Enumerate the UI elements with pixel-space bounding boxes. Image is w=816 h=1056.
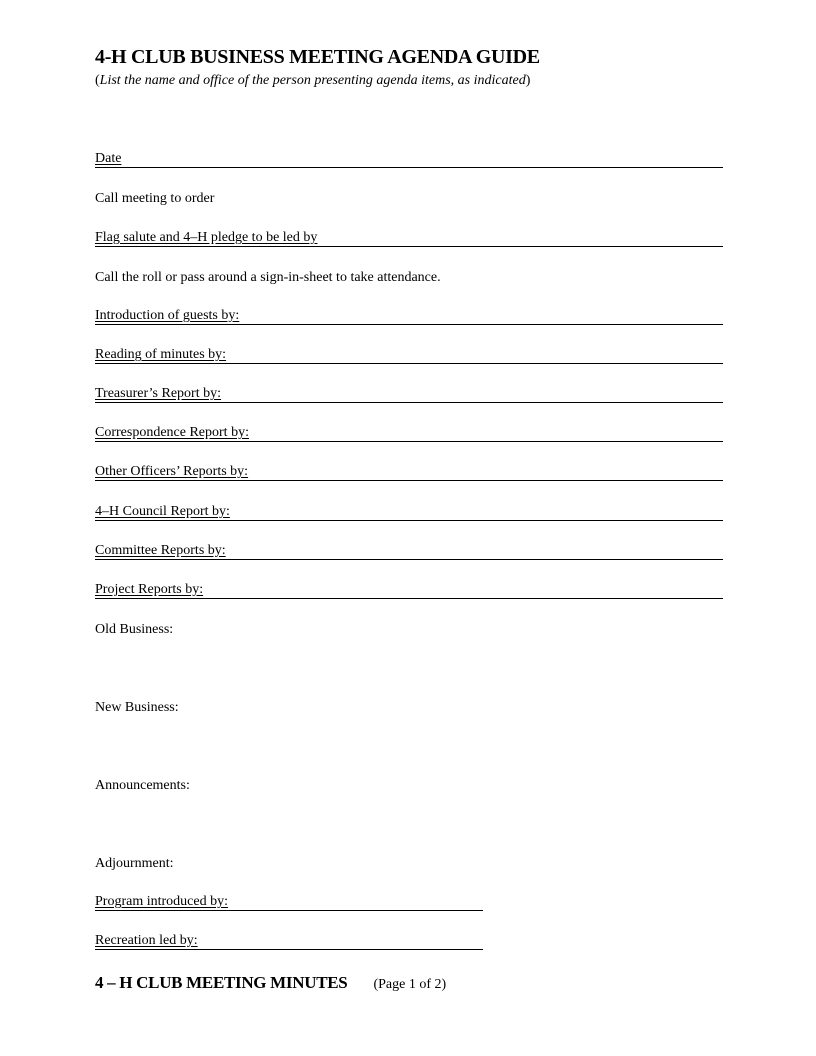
- flag-salute-field[interactable]: [95, 229, 723, 247]
- treasurer-report-label: Treasurer’s Report by:: [95, 386, 221, 401]
- page-subtitle: [95, 73, 530, 89]
- page-indicator: (Page 1 of 2): [373, 977, 447, 992]
- flag-salute-label: Flag salute and 4–H pledge to be led by: [95, 230, 318, 245]
- committee-reports-label: Committee Reports by:: [95, 543, 226, 558]
- other-officers-reports-label: Other Officers’ Reports by:: [95, 464, 249, 479]
- subtitle-open-paren: (: [95, 73, 100, 88]
- project-reports-field[interactable]: [95, 581, 723, 599]
- recreation-led-label: Recreation led by:: [95, 933, 198, 948]
- subtitle-close-paren: ): [525, 73, 531, 88]
- page-title: 4-H CLUB BUSINESS MEETING AGENDA GUIDE: [95, 46, 540, 68]
- council-report-label: 4–H Council Report by:: [95, 504, 230, 519]
- introduction-guests-label: Introduction of guests by:: [95, 308, 240, 323]
- roll-call-item: [95, 269, 441, 286]
- new-business-item: [95, 699, 179, 716]
- new-business-label: New Business:: [95, 700, 179, 715]
- program-introduced-label: Program introduced by:: [95, 894, 228, 909]
- committee-reports-field[interactable]: [95, 542, 723, 560]
- call-to-order-item: [95, 190, 214, 207]
- announcements-item: [95, 777, 190, 794]
- roll-call-label: Call the roll or pass around a sign-in-sheet to take attendance.: [95, 270, 441, 285]
- recreation-led-field[interactable]: [95, 932, 483, 950]
- correspondence-report-field[interactable]: [95, 424, 723, 442]
- adjournment-label: Adjournment:: [95, 856, 174, 871]
- old-business-label: Old Business:: [95, 622, 174, 637]
- call-to-order-label: Call meeting to order: [95, 191, 215, 206]
- treasurer-report-field[interactable]: [95, 385, 723, 403]
- program-introduced-field[interactable]: [95, 893, 483, 911]
- date-field[interactable]: [95, 150, 723, 168]
- reading-minutes-field[interactable]: [95, 346, 723, 364]
- correspondence-report-label: Correspondence Report by:: [95, 425, 249, 440]
- other-officers-reports-field[interactable]: [95, 463, 723, 481]
- announcements-label: Announcements:: [95, 778, 190, 793]
- subtitle-instruction: List the name and office of the person presenting agenda items, as indicated: [99, 73, 526, 88]
- footer: [95, 973, 446, 993]
- project-reports-label: Project Reports by:: [95, 582, 204, 597]
- date-label: Date: [95, 151, 122, 166]
- footer-title: 4 – H CLUB MEETING MINUTES: [95, 973, 348, 992]
- old-business-item: [95, 621, 173, 638]
- adjournment-item: [95, 855, 174, 872]
- council-report-field[interactable]: [95, 503, 723, 521]
- introduction-guests-field[interactable]: [95, 307, 723, 325]
- reading-minutes-label: Reading of minutes by:: [95, 347, 227, 362]
